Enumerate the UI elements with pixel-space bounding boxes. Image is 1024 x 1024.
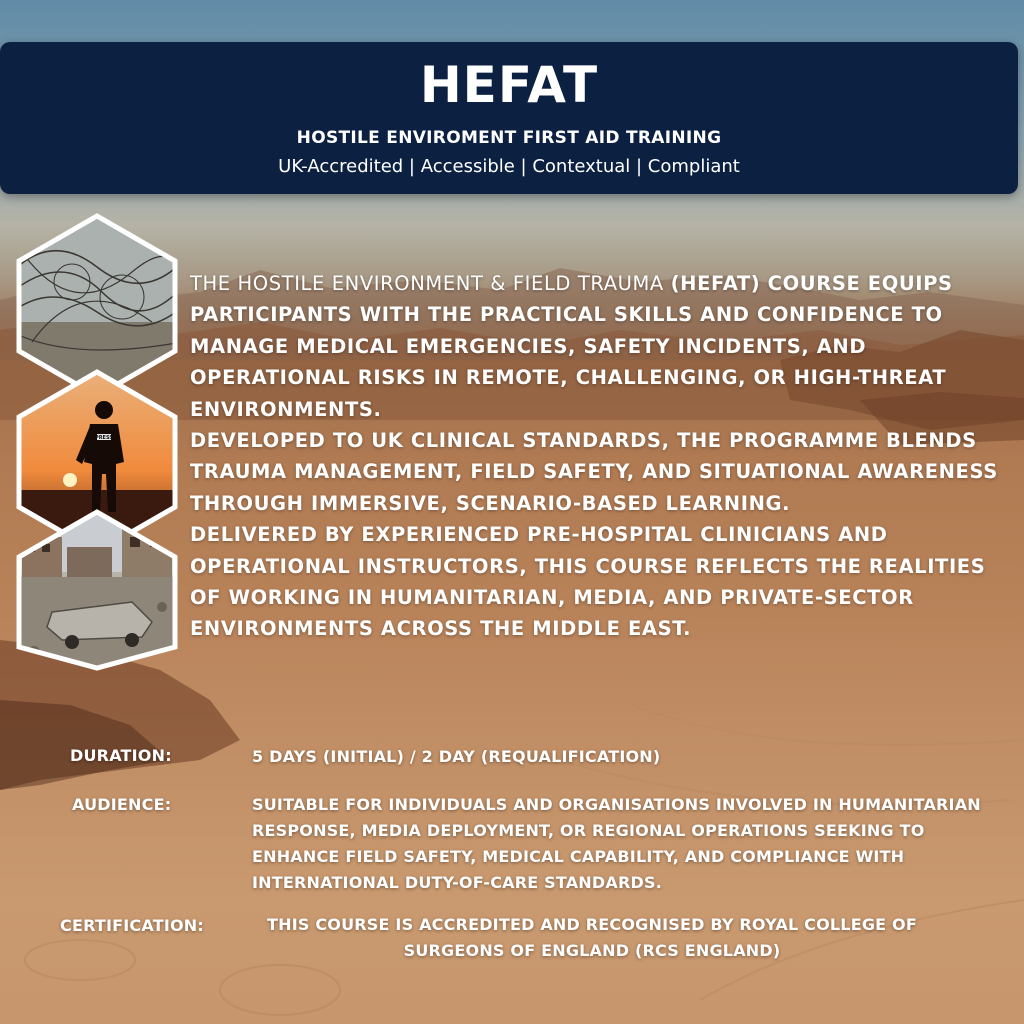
description-lead: THE HOSTILE ENVIRONMENT & FIELD TRAUMA [190, 272, 671, 295]
certification-label: CERTIFICATION: [60, 916, 204, 935]
destroyed-building-car-photo [12, 512, 182, 672]
duration-value: 5 DAYS (INITIAL) / 2 DAY (REQUALIFICATION) [252, 747, 661, 766]
course-subtitle: HOSTILE ENVIROMENT FIRST AID TRAINING [296, 128, 722, 148]
description-paragraph-1 [190, 268, 1020, 425]
duration-label: DURATION: [70, 746, 172, 765]
description-paragraph-2: DEVELOPED TO UK CLINICAL STANDARDS, THE PROGRAMME BLENDS TRAUMA MANAGEMENT, FIELD SAFETY, AND SITUATIONAL AWARENESS THROUGH IMMERSIVE, SCENARIO-BASED LEARNING. [190, 429, 998, 515]
certification-value: THIS COURSE IS ACCREDITED AND RECOGNISED BY ROYAL COLLEGE OF SURGEONS OF ENGLAND (RCS ENGLAND) [267, 915, 917, 960]
course-description [190, 268, 1020, 645]
description-lead-bold: (HEFAT) COURSE EQUIPS PARTICIPANTS WITH THE PRACTICAL SKILLS AND CONFIDENCE TO MANAGE MEDICAL EMERGENCIES, SAFETY INCIDENTS, AND OPERATIONAL RISKS IN REMOTE, CHALLENGING, OR HIGH-THREAT ENVIRONMENTS. [190, 272, 953, 421]
page-title: HEFAT [419, 56, 599, 114]
header-banner [0, 42, 1018, 194]
audience-value: SUITABLE FOR INDIVIDUALS AND ORGANISATIONS INVOLVED IN HUMANITARIAN RESPONSE, MEDIA DEPLOYMENT, OR REGIONAL OPERATIONS SEEKING TO ENHANCE FIELD SAFETY, MEDICAL CAPABILITY, AND COMPLIANCE WITH INTERNATIONAL DUTY-OF-CARE STANDARDS. [252, 795, 981, 892]
audience-label: AUDIENCE: [72, 795, 172, 814]
description-paragraph-3: DELIVERED BY EXPERIENCED PRE-HOSPITAL CLINICIANS AND OPERATIONAL INSTRUCTORS, THIS COURSE REFLECTS THE REALITIES OF WORKING IN HUMANITARIAN, MEDIA, AND PRIVATE-SECTOR ENVIRONMENTS ACROSS THE MIDDLE EAST. [190, 523, 986, 641]
course-tagline: UK-Accredited | Accessible | Contextual | Compliant [278, 156, 740, 177]
press-vest-label: PRESS [95, 435, 113, 441]
hexagon-photo-column [12, 212, 182, 672]
